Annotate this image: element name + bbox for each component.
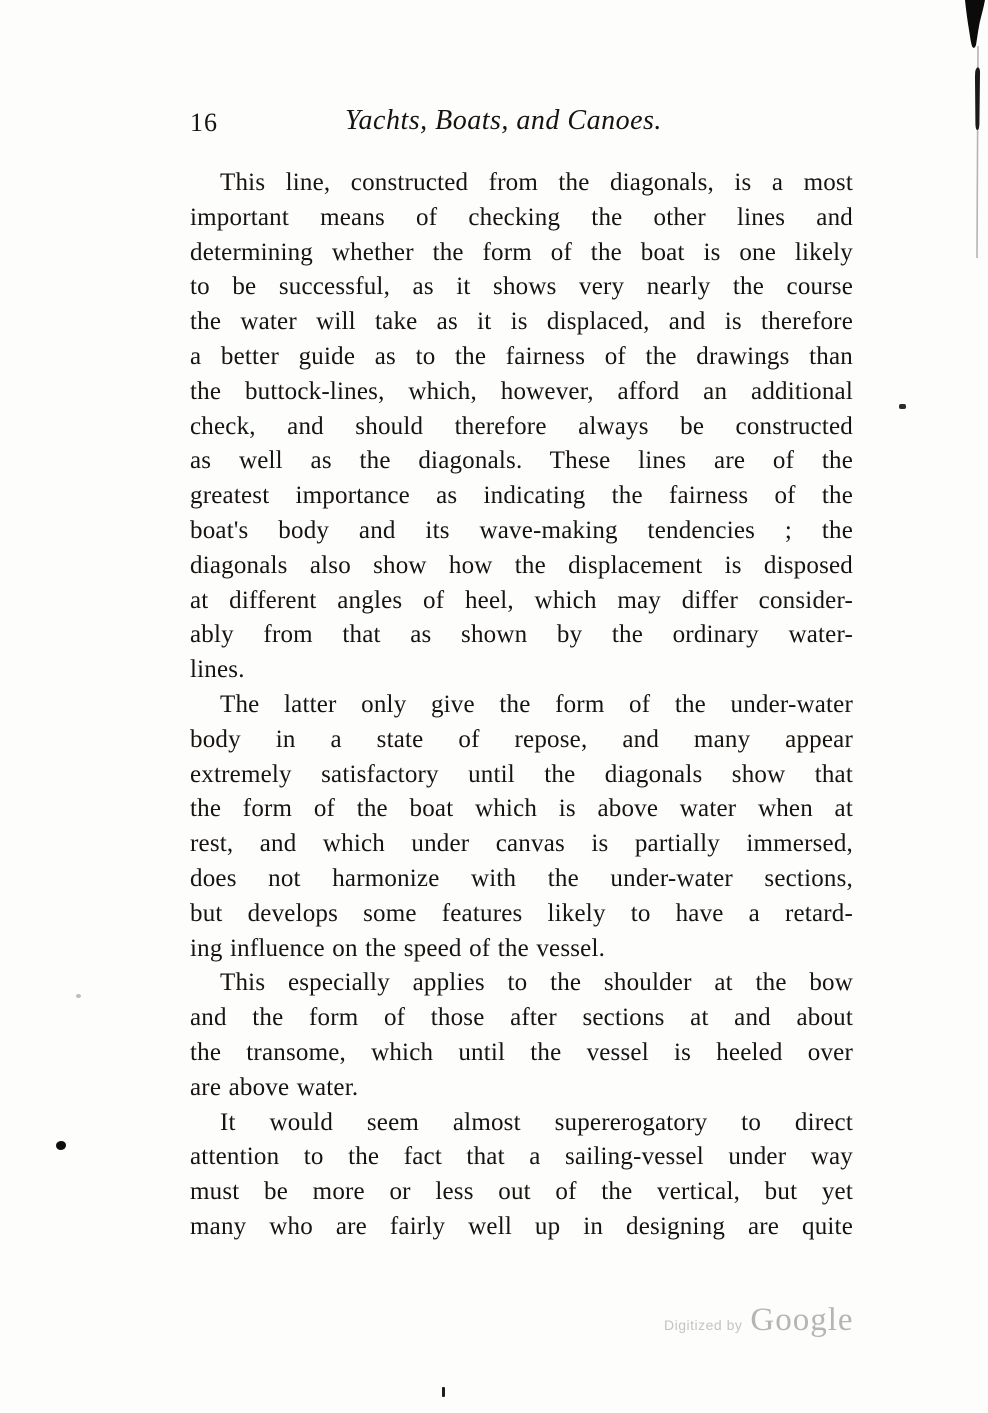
running-head bbox=[190, 104, 853, 144]
text-line: boat's body and its wave-making tendencies ; the bbox=[190, 516, 853, 544]
text-line: determining whether the form of the boat is one likely bbox=[190, 238, 853, 266]
google-books-watermark bbox=[664, 1302, 854, 1339]
text-line: the form of the boat which is above water when at bbox=[190, 795, 853, 823]
scan-artifact-corner-mark bbox=[955, 0, 988, 320]
text-line: many who are fairly well up in designing are quite bbox=[190, 1212, 853, 1240]
text-line: It would seem almost supererogatory to direct bbox=[220, 1108, 853, 1136]
text-line: are above water. bbox=[190, 1073, 359, 1101]
text-line: a better guide as to the fairness of the drawings than bbox=[190, 342, 853, 370]
body-text bbox=[190, 166, 853, 1245]
text-line: and the form of those after sections at and about bbox=[190, 1004, 853, 1032]
google-logo: Google bbox=[750, 1302, 854, 1338]
text-line: rest, and which under canvas is partially immersed, bbox=[190, 830, 853, 858]
scan-artifact-faint-speck bbox=[76, 994, 81, 998]
text-line: This line, constructed from the diagonals, is a most bbox=[220, 169, 853, 196]
digitized-by-label: Digitized by bbox=[664, 1317, 743, 1333]
text-line: lines. bbox=[190, 656, 245, 684]
text-line: the buttock-lines, which, however, afford an additional bbox=[190, 377, 853, 405]
text-line: greatest importance as indicating the fairness of the bbox=[190, 482, 853, 510]
running-title: Yachts, Boats, and Canoes. bbox=[345, 105, 662, 136]
text-line: to be successful, as it shows very nearly the course bbox=[190, 273, 853, 301]
text-line: attention to the fact that a sailing-vessel under way bbox=[190, 1143, 853, 1171]
scan-artifact-tick bbox=[442, 1387, 445, 1397]
text-line: at different angles of heel, which may differ consider- bbox=[190, 586, 853, 614]
text-line: the water will take as it is displaced, and is therefore bbox=[190, 308, 853, 336]
text-line: as well as the diagonals. These lines are of the bbox=[190, 447, 853, 475]
text-line: extremely satisfactory until the diagonals show that bbox=[190, 760, 853, 788]
scan-artifact-ink-dot bbox=[56, 1141, 66, 1150]
text-line: must be more or less out of the vertical, but yet bbox=[190, 1178, 853, 1206]
text-line: diagonals also show how the displacement is disposed bbox=[190, 551, 853, 579]
scan-artifact-speck bbox=[899, 404, 906, 409]
text-line: check, and should therefore always be constructed bbox=[190, 412, 853, 440]
text-line: does not harmonize with the under-water sections, bbox=[190, 864, 853, 892]
text-line: the transome, which until the vessel is heeled over bbox=[190, 1038, 853, 1066]
text-line: important means of checking the other lines and bbox=[190, 203, 853, 231]
page-number: 16 bbox=[190, 108, 218, 137]
text-line: The latter only give the form of the under-water bbox=[220, 690, 853, 718]
text-line: ing influence on the speed of the vessel. bbox=[190, 934, 606, 962]
text-line: This especially applies to the shoulder at the bow bbox=[220, 969, 853, 997]
text-line: but develops some features likely to have a retard- bbox=[190, 899, 853, 927]
text-line: body in a state of repose, and many appear bbox=[190, 725, 853, 753]
text-line: ably from that as shown by the ordinary water- bbox=[190, 621, 853, 649]
